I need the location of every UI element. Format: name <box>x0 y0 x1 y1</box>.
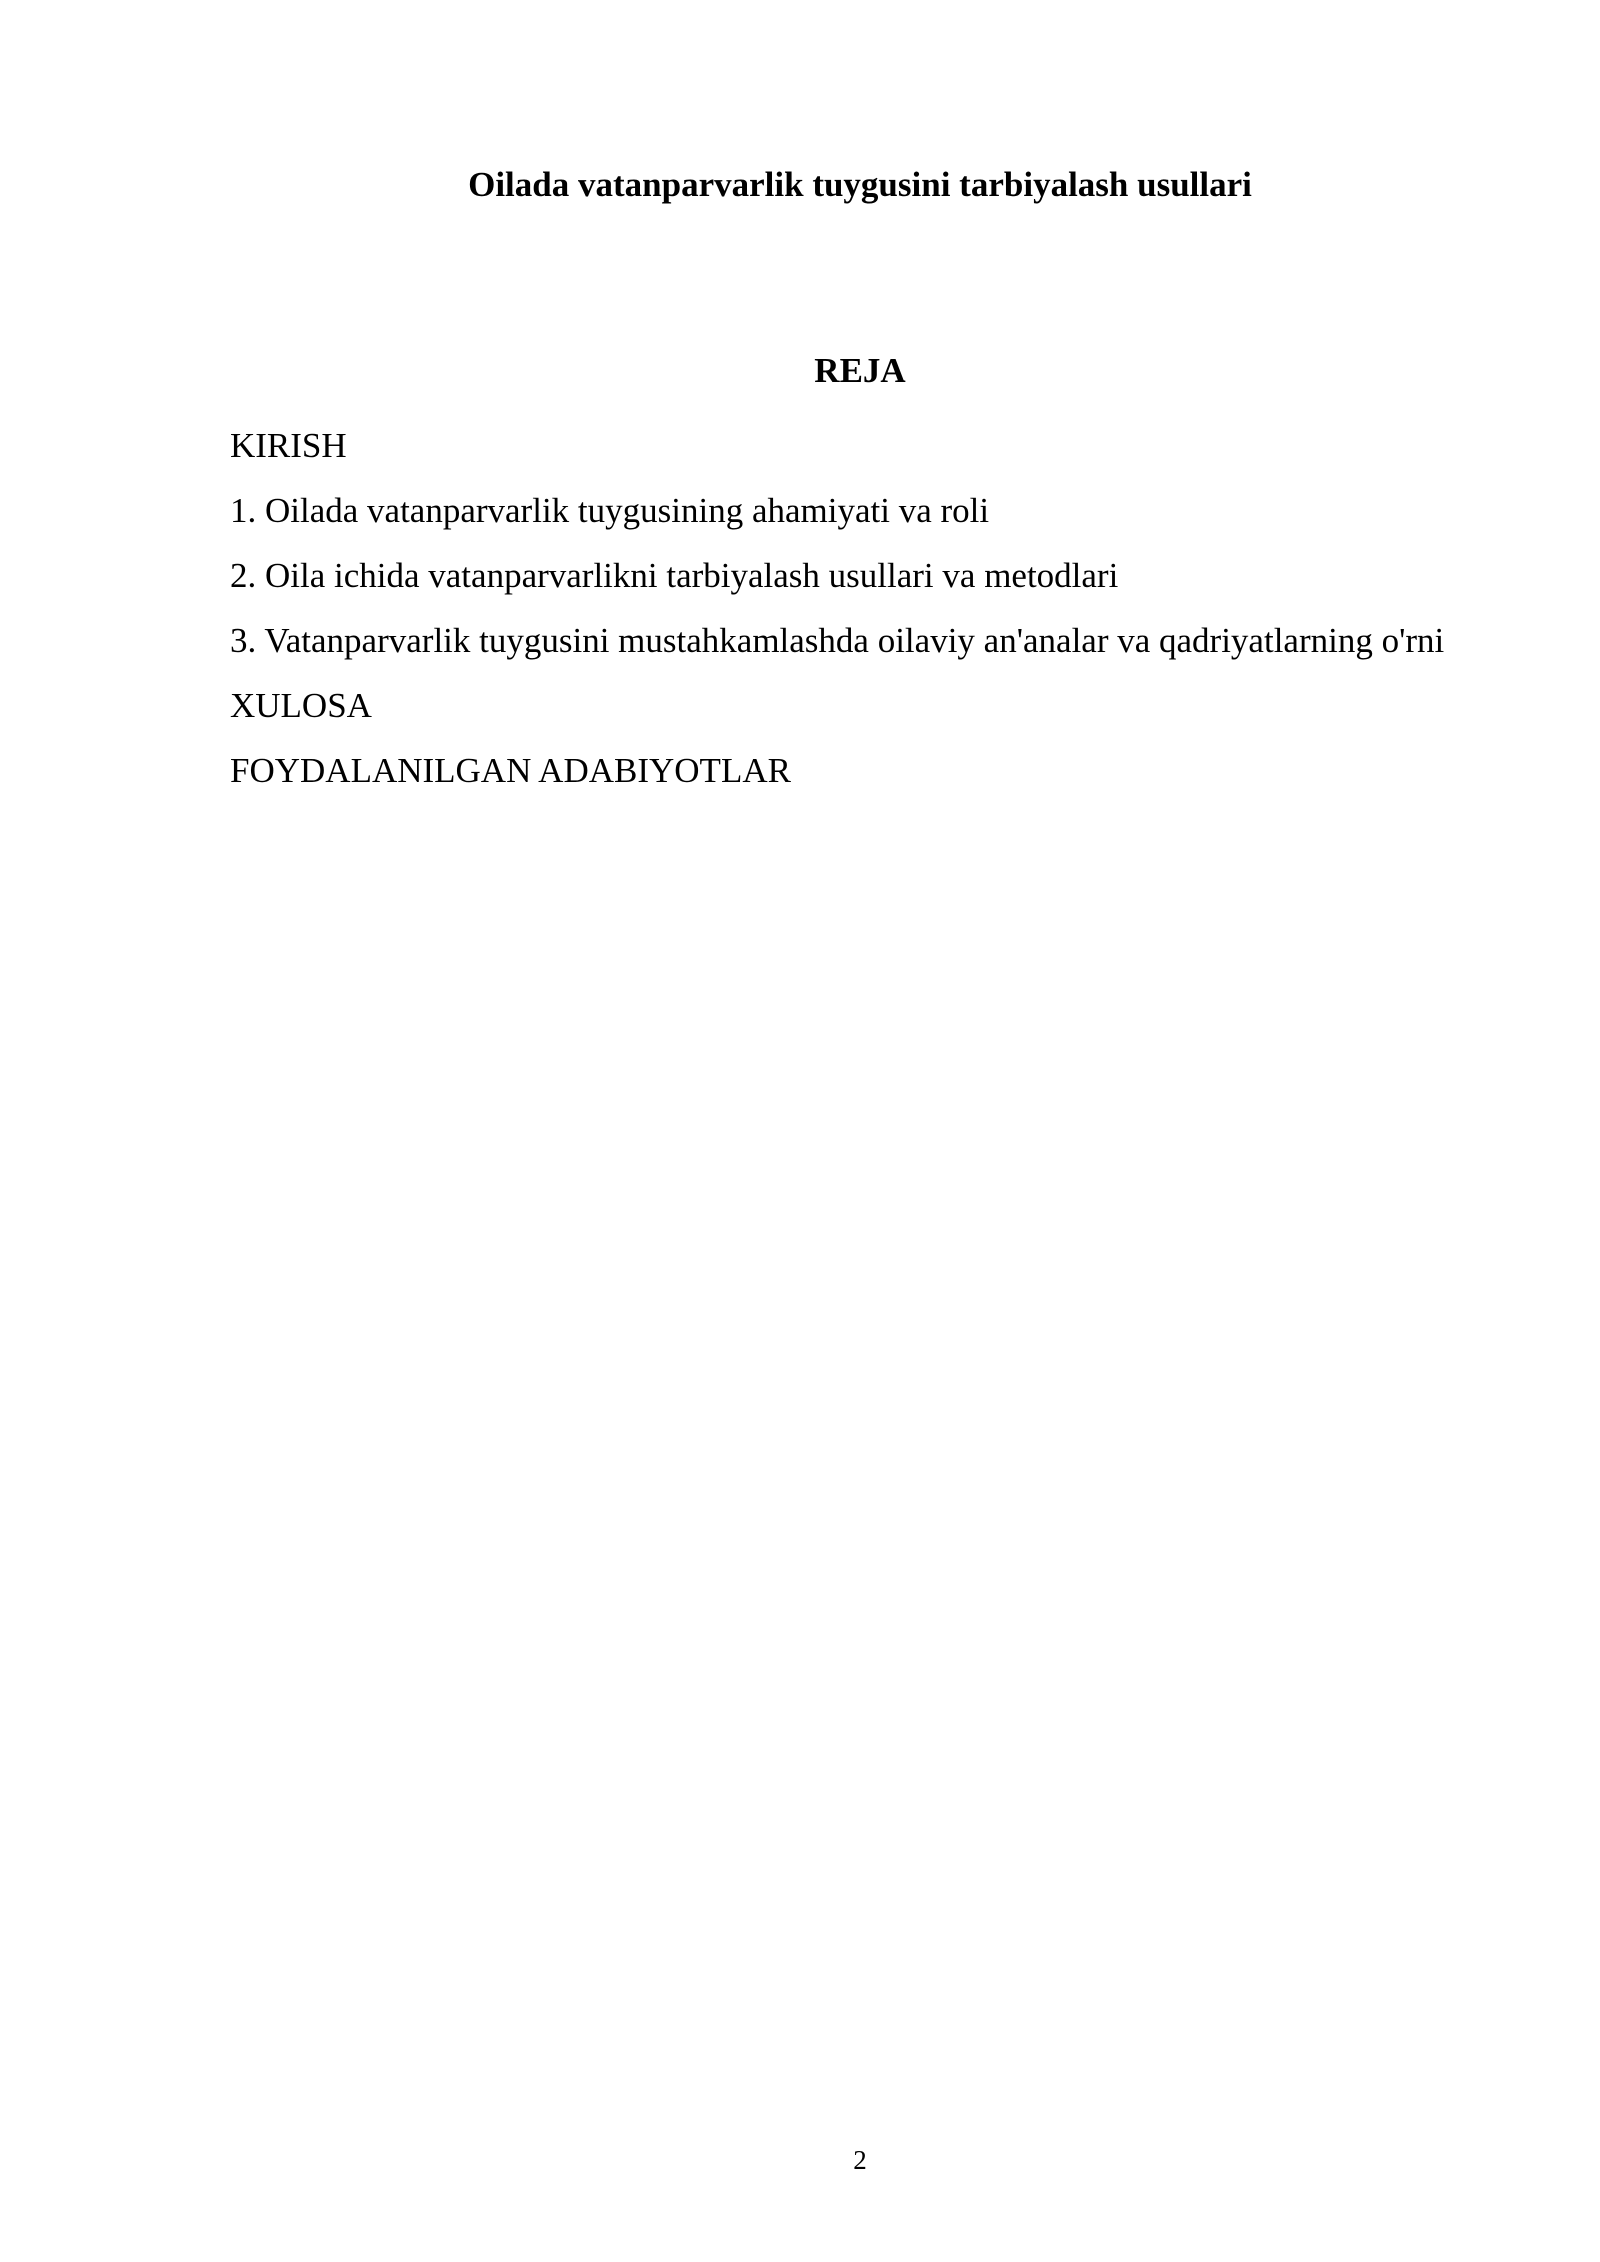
plan-heading: REJA <box>814 351 906 390</box>
plan-item-1: 1. Oilada vatanparvarlik tuygusining ahamiyati va roli <box>230 491 990 530</box>
plan-item-conclusion: XULOSA <box>230 686 372 725</box>
document-title: Oilada vatanparvarlik tuygusini tarbiyalash usullari <box>468 165 1252 204</box>
plan-list <box>230 418 1480 808</box>
page-number: 2 <box>853 2145 867 2175</box>
plan-item-3: 3. Vatanparvarlik tuygusini mustahkamlashda oilaviy an'analar va qadriyatlarning o'rni <box>230 621 1445 660</box>
plan-item-2: 2. Oila ichida vatanparvarlikni tarbiyalash usullari va metodlari <box>230 556 1119 595</box>
plan-item-introduction: KIRISH <box>230 426 347 465</box>
plan-item-references: FOYDALANILGAN ADABIYOTLAR <box>230 751 791 790</box>
